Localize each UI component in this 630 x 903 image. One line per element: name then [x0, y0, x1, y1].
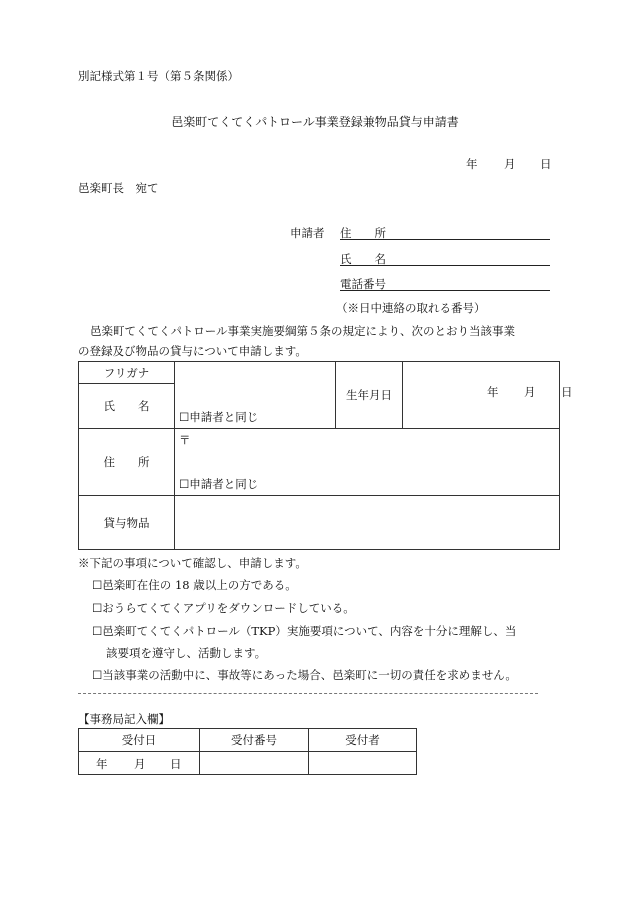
receiver-header: 受付者 [309, 729, 417, 752]
application-table [78, 361, 573, 550]
applicant-address-field[interactable] [340, 225, 550, 240]
confirm-heading: ※下記の事項について確認し、申請します。 [78, 556, 307, 570]
birthdate-label: 生年月日 [346, 388, 392, 402]
applicant-name-field[interactable] [340, 251, 550, 266]
office-day-label: 日 [170, 757, 182, 771]
addressee: 邑楽町長 宛て [78, 181, 159, 195]
name-label-cell [79, 384, 175, 429]
separator-line [78, 693, 538, 694]
received-number-cell[interactable] [200, 752, 309, 775]
address-input-cell[interactable] [175, 429, 560, 496]
office-heading: 【事務局記入欄】 [78, 712, 170, 726]
document-title: 邑楽町てくてくパトロール事業登録兼物品貸与申請書 [171, 115, 459, 129]
name-input-cell[interactable] [175, 362, 336, 429]
receiver-cell[interactable] [309, 752, 417, 775]
name-label: 氏 名 [103, 399, 150, 413]
furigana-label-cell [79, 362, 175, 384]
items-label-cell [79, 496, 175, 550]
applicant-address-label: 住 所 [340, 226, 386, 240]
date-day-label: 日 [540, 157, 552, 171]
received-date-cell[interactable] [79, 752, 200, 775]
date-year-label: 年 [466, 157, 478, 171]
same-as-applicant-name-checkbox[interactable]: ☐申請者と同じ [179, 410, 259, 424]
office-use-table [78, 728, 417, 775]
received-number-header: 受付番号 [200, 729, 309, 752]
applicant-phone-field[interactable] [340, 276, 550, 291]
phone-note: （※日中連絡の取れる番号） [336, 301, 486, 315]
birthdate-label-cell [336, 362, 403, 429]
applicant-label: 申請者 [290, 226, 325, 240]
received-date-header: 受付日 [79, 729, 200, 752]
applicant-name-label: 氏 名 [340, 252, 386, 266]
office-year-label: 年 [96, 757, 108, 771]
postal-mark: 〒 [179, 433, 191, 447]
confirm-item-guidelines-cont: 該要項を遵守し、活動します。 [106, 646, 267, 660]
birth-month-label: 月 [524, 385, 536, 399]
furigana-label: フリガナ [103, 365, 150, 380]
address-label-cell [79, 429, 175, 496]
birthdate-input-cell[interactable] [403, 362, 573, 429]
confirm-item-app[interactable]: ☐おうらてくてくアプリをダウンロードしている。 [92, 601, 355, 615]
confirm-item-guidelines[interactable]: ☐邑楽町てくてくパトロール（TKP）実施要項について、内容を十分に理解し、当 [92, 624, 517, 638]
same-as-applicant-address-checkbox[interactable]: ☐申請者と同じ [179, 477, 259, 491]
items-label: 貸与物品 [103, 515, 150, 530]
items-input-cell[interactable] [175, 496, 560, 550]
confirm-item-liability[interactable]: ☐当該事業の活動中に、事故等にあった場合、邑楽町に一切の責任を求めません。 [92, 668, 517, 682]
date-month-label: 月 [504, 157, 516, 171]
applicant-phone-label: 電話番号 [340, 277, 386, 291]
address-label: 住 所 [103, 455, 150, 469]
intro-line-1: 邑楽町てくてくパトロール事業実施要綱第５条の規定により、次のとおり当該事業 [90, 324, 516, 338]
form-number: 別記様式第１号（第５条関係） [78, 69, 239, 83]
birth-day-label: 日 [561, 385, 573, 399]
office-month-label: 月 [134, 757, 146, 771]
intro-line-2: の登録及び物品の貸与について申請します。 [78, 344, 307, 358]
confirm-item-age[interactable]: ☐邑楽町在住の 18 歳以上の方である。 [92, 578, 297, 592]
birth-year-label: 年 [487, 385, 499, 399]
